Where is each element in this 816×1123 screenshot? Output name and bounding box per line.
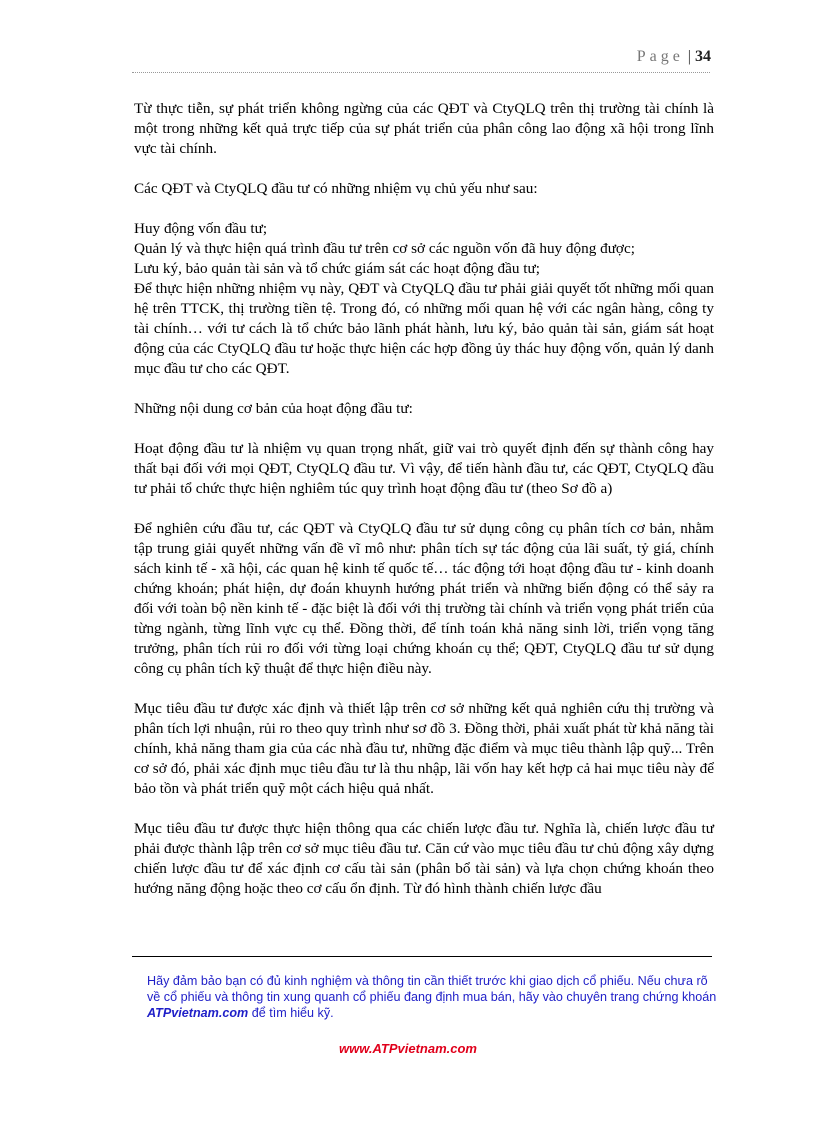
page-header <box>637 48 711 66</box>
header-divider <box>132 72 710 73</box>
duty-item-3: Lưu ký, bảo quản tài sản và tổ chức giám sát các hoạt động đầu tư; <box>134 260 540 277</box>
paragraph-intro: Từ thực tiễn, sự phát triển không ngừng của các QĐT và CtyQLQ trên thị trường tài chính là một trong những kết quả trực tiếp của sự phát triển của phân công lao động xã hội trong lĩnh vực tài chính. <box>134 100 714 157</box>
page-number: 34 <box>695 48 711 65</box>
footer-divider <box>132 956 712 957</box>
paragraph-investment-research: Để nghiên cứu đầu tư, các QĐT và CtyQLQ đầu tư sử dụng công cụ phân tích cơ bản, nhằm tập trung giải quyết những vấn đề vĩ mô như: phân tích sự tác động của lãi suất, tỷ giá, chính sách kinh tế - xã hội, các quan hệ kinh tế quốc tế… tác động tới hoạt động đầu tư - kinh doanh chứng khoán; phát hiện, dự đoán khuynh hướng phát triển và những biến động có thể sảy ra đối với toàn bộ nền kinh tế - đặc biệt là đối với thị trường tài chính và triển vọng phát triển của từng ngành, từng lĩnh vực cụ thể. Đồng thời, để tính toán khả năng sinh lời, triển vọng tăng trưởng, phân tích rủi ro đối với từng loại chứng khoán cụ thể; QĐT, CtyQLQ đầu tư sử dụng công cụ phân tích kỹ thuật để thực hiện điều này. <box>134 520 714 677</box>
duty-item-1: Huy động vốn đầu tư; <box>134 220 268 237</box>
duty-item-4: Để thực hiện những nhiệm vụ này, QĐT và CtyQLQ đầu tư phải giải quyết tốt những mối quan hệ trên TTCK, thị trường tiền tệ. Trong đó, có những mối quan hệ với các ngân hàng, công ty tài chính… với tư cách là tổ chức bảo lãnh phát hành, lưu ký, bảo quản tài sản, giám sát hoạt động của các CtyQLQ đầu tư hoặc thực hiện các hợp đồng ủy thác huy động vốn, quản lý danh mục đầu tư cho các QĐT. <box>134 280 714 377</box>
page-label: Page <box>636 48 684 65</box>
paragraph-investment-activity: Hoạt động đầu tư là nhiệm vụ quan trọng nhất, giữ vai trò quyết định đến sự thành công hay thất bại đối với mọi QĐT, CtyQLQ đầu tư. Vì vậy, để tiến hành đầu tư, các QĐT, CtyQLQ đầu tư phải tổ chức thực hiện nghiêm túc quy trình hoạt động đầu tư (theo Sơ đồ a) <box>134 440 714 497</box>
footer-disclaimer <box>147 973 717 1021</box>
paragraph-investment-strategy: Mục tiêu đầu tư được thực hiện thông qua các chiến lược đầu tư. Nghĩa là, chiến lược đầu tư phải được thành lập trên cơ sở mục tiêu đầu tư. Căn cứ vào mục tiêu đầu tư chủ động xây dựng chiến lược đầu tư để xác định cơ cấu tài sản (phân bổ tài sản) và lựa chọn chứng khoán theo hướng năng động hoặc theo cơ cấu ổn định. Từ đó hình thành chiến lược đầu <box>134 820 714 897</box>
footer-brand-link[interactable]: ATPvietnam.com <box>147 1006 249 1020</box>
footer-note-end: để tìm hiểu kỹ. <box>248 1006 334 1020</box>
header-separator: | <box>687 48 691 65</box>
document-body <box>134 99 714 919</box>
paragraph-duties-heading: Các QĐT và CtyQLQ đầu tư có những nhiệm vụ chủ yếu như sau: <box>134 180 538 197</box>
duty-item-2: Quản lý và thực hiện quá trình đầu tư trên cơ sở các nguồn vốn đã huy động được; <box>134 240 635 257</box>
paragraph-investment-objectives: Mục tiêu đầu tư được xác định và thiết lập trên cơ sở những kết quả nghiên cứu thị trường và phân tích lợi nhuận, rủi ro theo quy trình như sơ đồ 3. Đồng thời, phải xuất phát từ khả năng tài chính, khả năng tham gia của các nhà đầu tư, những đặc điểm và mục tiêu thành lập quỹ... Trên cơ sở đó, phải xác định mục tiêu đầu tư là thu nhập, lãi vốn hay kết hợp cả hai mục tiêu này để bảo tồn và phát triển quỹ một cách hiệu quả nhất. <box>134 700 714 797</box>
footer-site-link[interactable]: www.ATPvietnam.com <box>339 1041 477 1056</box>
footer-note-text: Hãy đảm bảo bạn có đủ kinh nghiệm và thông tin cần thiết trước khi giao dịch cổ phiếu. Nếu chưa rõ về cổ phiếu và thông tin xung quanh cổ phiếu đang định mua bán, hãy vào chuyên trang chứng khoán <box>147 974 717 1004</box>
paragraph-content-heading: Những nội dung cơ bản của hoạt động đầu tư: <box>134 400 413 417</box>
